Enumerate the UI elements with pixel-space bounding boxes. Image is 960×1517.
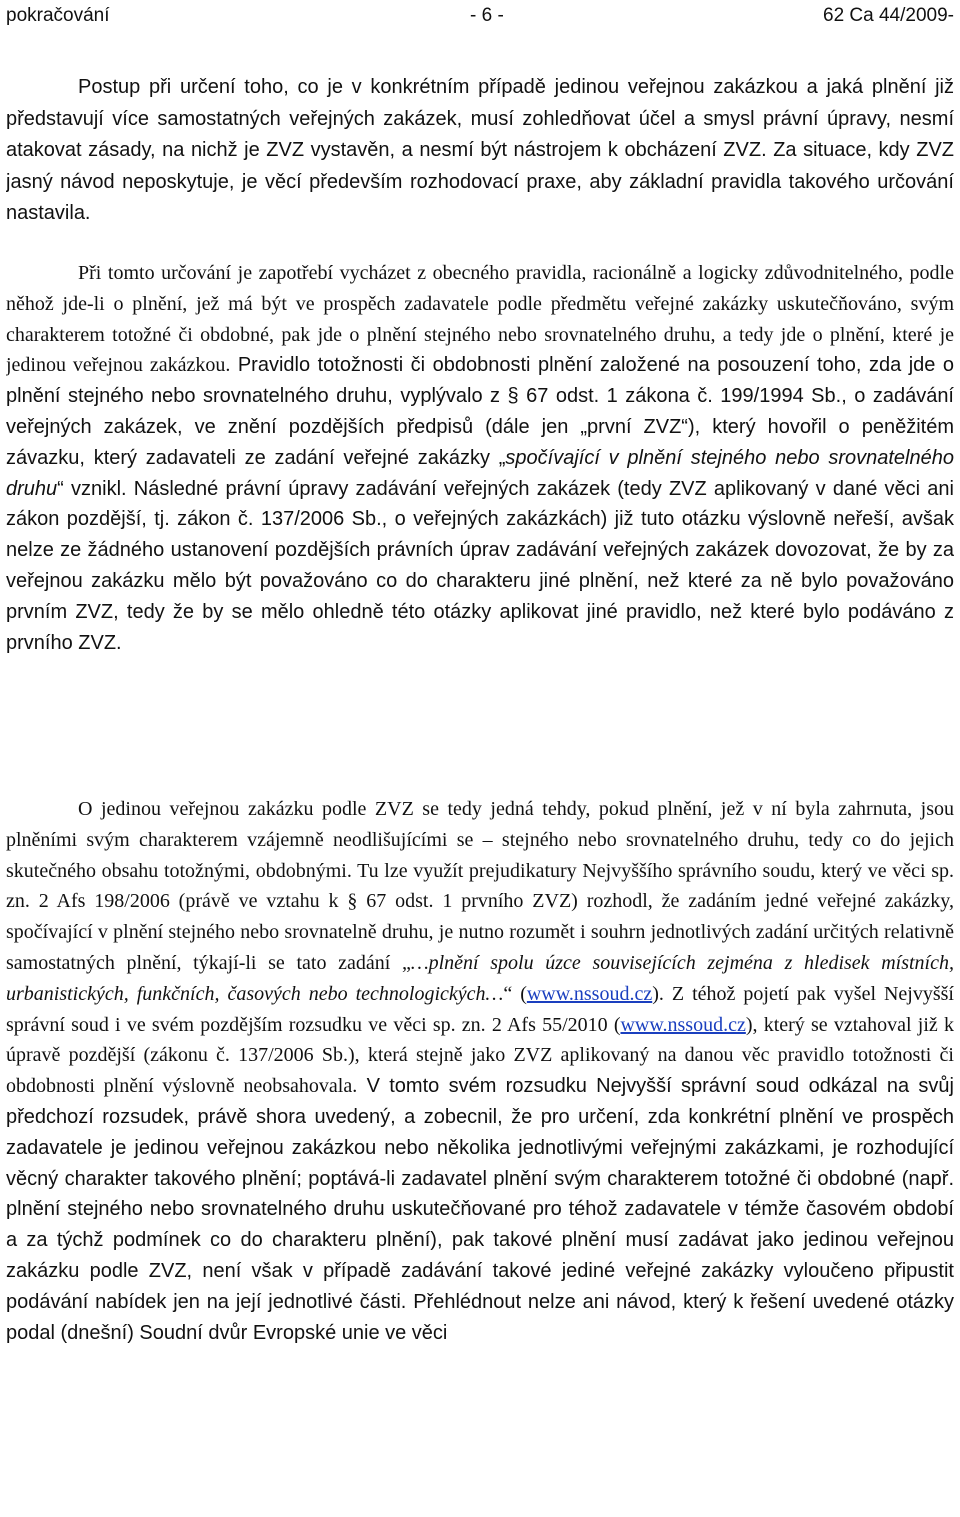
paragraph-2-text-2: Pravidlo totožnosti či obdobnosti plnění založené na posouzení toho, zda jde o plnění stejného nebo srovnatelného druhu, vyplývalo z § 67 odst. 1 zákona č. 199/1994 Sb., o zadávání veřejných zakázek, ve znění pozdějších předpisů (dále jen „první ZVZ“), který hovořil o peněžitém závazku, který zadavateli ze zadání veřejné zakázky „	[6, 354, 954, 469]
paragraph-3-text-1: O jedinou veřejnou zakázku podle ZVZ se tedy jedná tehdy, pokud plnění, jež v ní byla zahrnuta, jsou plněními svým charakterem vzájemně neodlišujícími se – stejného nebo srovnatelného druhu, tedy co do jejich skutečného obsahu totožnými, obdobnými.	[6, 798, 954, 882]
paragraph-3	[6, 794, 954, 1348]
paragraph-3-text-4: “ (	[503, 982, 527, 1005]
case-number: 62 Ca 44/2009-	[823, 5, 954, 26]
paragraph-2	[6, 258, 954, 658]
nssoud-link-1[interactable]: www.nssoud.cz	[526, 982, 653, 1005]
paragraph-1	[6, 72, 954, 230]
paragraph-3-text-2: Tu lze využít prejudikatury Nejvyššího správního soudu, který ve věci sp. zn. 2 Afs 198/2006 (právě ve vztahu k § 67 odst. 1 prvního ZVZ) rozhodl, že zadáním jedné veřejné zakázky, spočívající v plnění stejného nebo srovnatelně druhu, je nutno rozumět i souhrn jednotlivých zadání určitých relativně samostatných plnění, týkají-li se tato zadání „	[6, 859, 954, 974]
paragraph-3-text-5: ).	[652, 982, 664, 1005]
paragraph-2-text-5: Následné právní úpravy zadávání veřejných zakázek (tedy ZVZ aplikovaný v dané věci ani zákon pozdější, tj. zákon č. 137/2006 Sb., o veřejných zakázkách) již tuto otázku výslovně neřeší, avšak nelze ze žádného ustanovení pozdějších právních úprav zadávání veřejných zakázek dovozovat, že by za veřejnou zakázku mělo být považováno co do charakteru jiné plnění, než které za ně bylo považováno prvním ZVZ, tedy že by se mělo ohledně této otázky aplikovat jiné pravidlo, než které bylo podáváno z prvního ZVZ.	[6, 477, 954, 654]
nssoud-link-2[interactable]: www.nssoud.cz	[620, 1013, 746, 1036]
page-header	[6, 3, 954, 29]
paragraph-2-quote: spočívající v plnění stejného nebo srovnatelného druhu	[6, 446, 954, 500]
paragraph-1-sentence-1: Postup při určení toho, co je v konkrétním případě jedinou veřejnou zakázkou a jaká plnění již představují více samostatných veřejných zakázek, musí zohledňovat účel a smysl právní úpravy, nesmí atakovat zásady, na nichž je ZVZ vystavěn, a nesmí být nástrojem k obcházení ZVZ.	[6, 76, 954, 161]
paragraph-3-text-8: V tomto svém rozsudku Nejvyšší správní soud odkázal na svůj předchozí rozsudek, právě shora uvedený, a zobecnil, že pro určení, zda konkrétní plnění ve prospěch zadavatele je jedinou veřejnou zakázkou nebo několika jednotlivými veřejnými zakázkami, je rozhodující věcný charakter takového plnění; poptává-li zadavatel plnění svým charakterem totožné či obdobné (např. plnění stejného nebo srovnatelného druhu uskutečňované pro téhož zadavatele v témže časovém období a za týchž podmínek co do charakteru plnění), pak takové plnění musí zadávat jako jedinou veřejnou zakázku podle ZVZ, není však v případě zadávání takové jediné veřejné zakázky vyloučeno připustit podávání nabídek jen na její jednotlivé části.	[6, 1075, 954, 1313]
document-page	[6, 0, 954, 1517]
page-number: - 6 -	[470, 5, 504, 26]
header-continuation: pokračování	[6, 5, 110, 26]
paragraph-2-text-4: “ vznikl.	[57, 477, 127, 500]
paragraph-3-text-9: Přehlédnout nelze ani návod, který k řešení uvedené otázky podal (dnešní) Soudní dvůr Evropské unie ve věci	[6, 1290, 954, 1344]
paragraph-3-text-7: ), který se vztahoval již k úpravě pozdější (zákonu č. 137/2006 Sb.), která stejně jako ZVZ aplikovaný na danou věc pravidlo totožnosti či obdobnosti plnění výslovně neobsahovala.	[6, 1013, 954, 1098]
paragraph-1-sentence-2: Za situace, kdy ZVZ jasný návod neposkytuje, je věcí především rozhodovací praxe, aby základní pravidla takového určování nastavila.	[6, 139, 954, 224]
paragraph-2-text-1: Při tomto určování je zapotřebí vycházet z obecného pravidla, racionálně a logicky zdůvodnitelného, podle něhož jde-li o plnění, jež má být ve prospěch zadavatele podle předmětu veřejné zakázky uskutečňováno, svým charakterem totožné či obdobné, pak jde o plnění stejného nebo srovnatelného druhu, a tedy jde o plnění, které je jedinou veřejnou zakázkou.	[6, 262, 954, 377]
paragraph-3-text-6: Z téhož pojetí pak vyšel Nejvyšší správní soud i ve svém pozdějším rozsudku ve věci sp. zn. 2 Afs 55/2010 (	[6, 982, 954, 1036]
paragraph-3-quote: …plnění spolu úzce souvisejících zejména z hledisek místních, urbanistických, funkčních, časových nebo technologických…	[6, 951, 954, 1005]
